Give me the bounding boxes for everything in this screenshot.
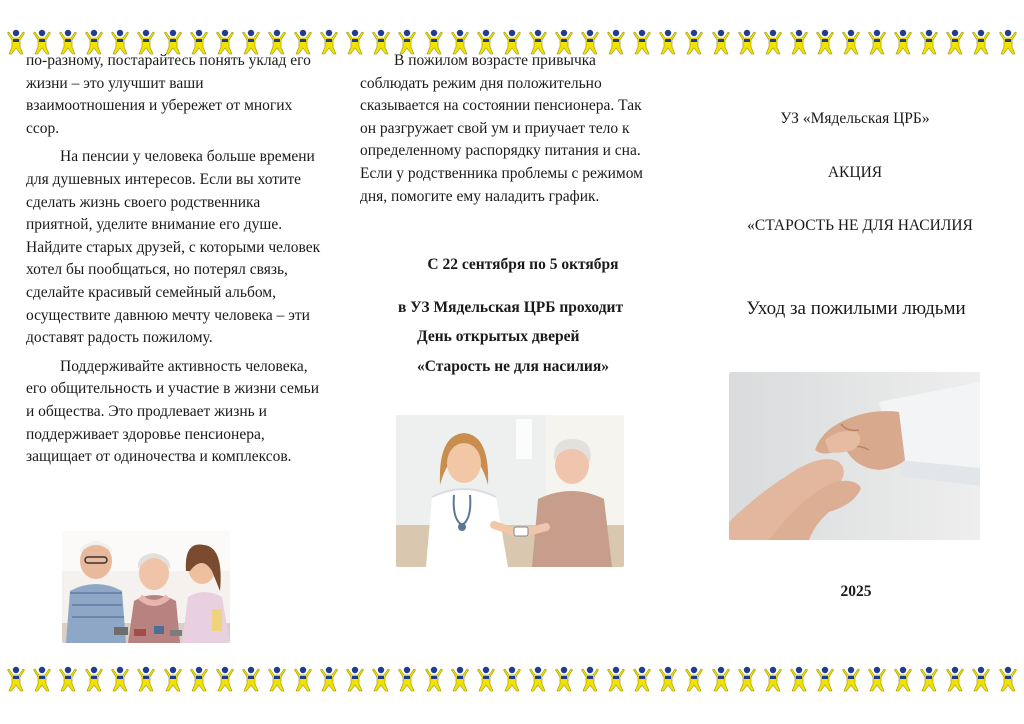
cheering-figure-icon	[709, 29, 733, 55]
family-photo	[62, 531, 230, 643]
cheering-figure-icon	[291, 666, 315, 692]
cheering-figure-icon	[265, 666, 289, 692]
cheering-figure-icon	[891, 666, 915, 692]
brochure-subtitle: Уход за пожилыми людьми	[746, 298, 966, 319]
cheering-figure-icon	[839, 666, 863, 692]
middle-column	[360, 50, 660, 214]
cheering-figure-icon	[552, 666, 576, 692]
left-paragraph-2: На пенсии у человека больше времени для душевных интересов. Если вы хотите сделать жизнь своего родственника приятной, уделите внимание его душе. Найдите старых друзей, с которыми человек хотел бы пообщаться, но потерял связь, сделайте красивый семейный альбом, осуществите давнюю мечту человека – эти доставят радость пожилому.	[26, 148, 321, 347]
action-title: «СТАРОСТЬ НЕ ДЛЯ НАСИЛИЯ	[747, 217, 973, 234]
event-line-1: в УЗ Мядельская ЦРБ проходит	[398, 299, 624, 316]
cheering-figure-icon	[56, 666, 80, 692]
cheering-figure-icon	[917, 29, 941, 55]
event-line-2: День открытых дверей	[417, 328, 580, 345]
cheering-figure-icon	[578, 666, 602, 692]
cheering-figure-icon	[369, 666, 393, 692]
cheering-figure-icon	[213, 666, 237, 692]
cheering-figure-icon	[917, 666, 941, 692]
cheering-figure-icon	[761, 666, 785, 692]
cheering-figure-icon	[839, 29, 863, 55]
cheering-figure-icon	[865, 666, 889, 692]
cheering-figure-icon	[787, 29, 811, 55]
cheering-figure-icon	[395, 666, 419, 692]
doctor-patient-photo	[396, 415, 624, 567]
cheering-figure-icon	[761, 29, 785, 55]
event-dates: С 22 сентября по 5 октября	[427, 256, 619, 273]
cheering-figure-icon	[422, 666, 446, 692]
action-label: АКЦИЯ	[827, 164, 883, 181]
cheering-figure-icon	[865, 29, 889, 55]
cheering-figure-icon	[474, 666, 498, 692]
cheering-figure-icon	[343, 666, 367, 692]
cheering-figure-icon	[4, 29, 28, 55]
cheering-figure-icon	[682, 29, 706, 55]
cheering-figure-icon	[813, 666, 837, 692]
cheering-figure-icon	[969, 29, 993, 55]
cheering-figure-icon	[187, 666, 211, 692]
cheering-figure-icon	[317, 666, 341, 692]
cheering-figure-icon	[108, 666, 132, 692]
cheering-figure-icon	[735, 29, 759, 55]
holding-hands-photo	[729, 372, 980, 540]
left-paragraph-1: по-разному, постарайтесь понять уклад его жизни – это улучшит ваши взаимоотношения и убережет от многих ссор.	[26, 52, 311, 137]
cheering-figure-icon	[996, 666, 1020, 692]
cheering-figure-icon	[969, 666, 993, 692]
left-paragraph-3: Поддерживайте активность человека, его общительность и участие в жизни семьи и общества. Это продлевает жизнь и поддерживает здоровье пенсионера, защищает от одиночества и комплексов.	[26, 357, 320, 466]
cheering-figure-icon	[943, 29, 967, 55]
cheering-figure-icon	[682, 666, 706, 692]
year-label: 2025	[840, 583, 872, 600]
cheering-figure-icon	[82, 666, 106, 692]
cheering-figure-icon	[526, 666, 550, 692]
middle-paragraph-1: В пожилом возрасте привычка соблюдать режим дня положительно сказывается на состоянии пенсионера. Так он разгружает свой ум и приучает тело к определенному распорядку питания и сна. Если у родственника проблемы с режимом дня, помогите ему наладить график.	[360, 52, 643, 205]
cheering-figure-icon	[604, 666, 628, 692]
cheering-figure-icon	[161, 666, 185, 692]
cheering-figure-icon	[813, 29, 837, 55]
cheering-figure-icon	[891, 29, 915, 55]
cheering-figure-icon	[735, 666, 759, 692]
cheering-figure-icon	[134, 666, 158, 692]
cheering-figure-icon	[943, 666, 967, 692]
event-line-3: «Старость не для насилия»	[417, 358, 609, 375]
left-column	[26, 50, 324, 475]
cheering-figure-icon	[30, 666, 54, 692]
cheering-figure-icon	[448, 666, 472, 692]
cheering-figure-icon	[996, 29, 1020, 55]
cheering-figure-icon	[709, 666, 733, 692]
cheering-figure-icon	[656, 666, 680, 692]
cheering-figure-icon	[4, 666, 28, 692]
bottom-border	[0, 666, 1024, 694]
cheering-figure-icon	[500, 666, 524, 692]
organization-name: УЗ «Мядельская ЦРБ»	[780, 110, 930, 127]
cheering-figure-icon	[239, 666, 263, 692]
cheering-figure-icon	[787, 666, 811, 692]
cheering-figure-icon	[630, 666, 654, 692]
